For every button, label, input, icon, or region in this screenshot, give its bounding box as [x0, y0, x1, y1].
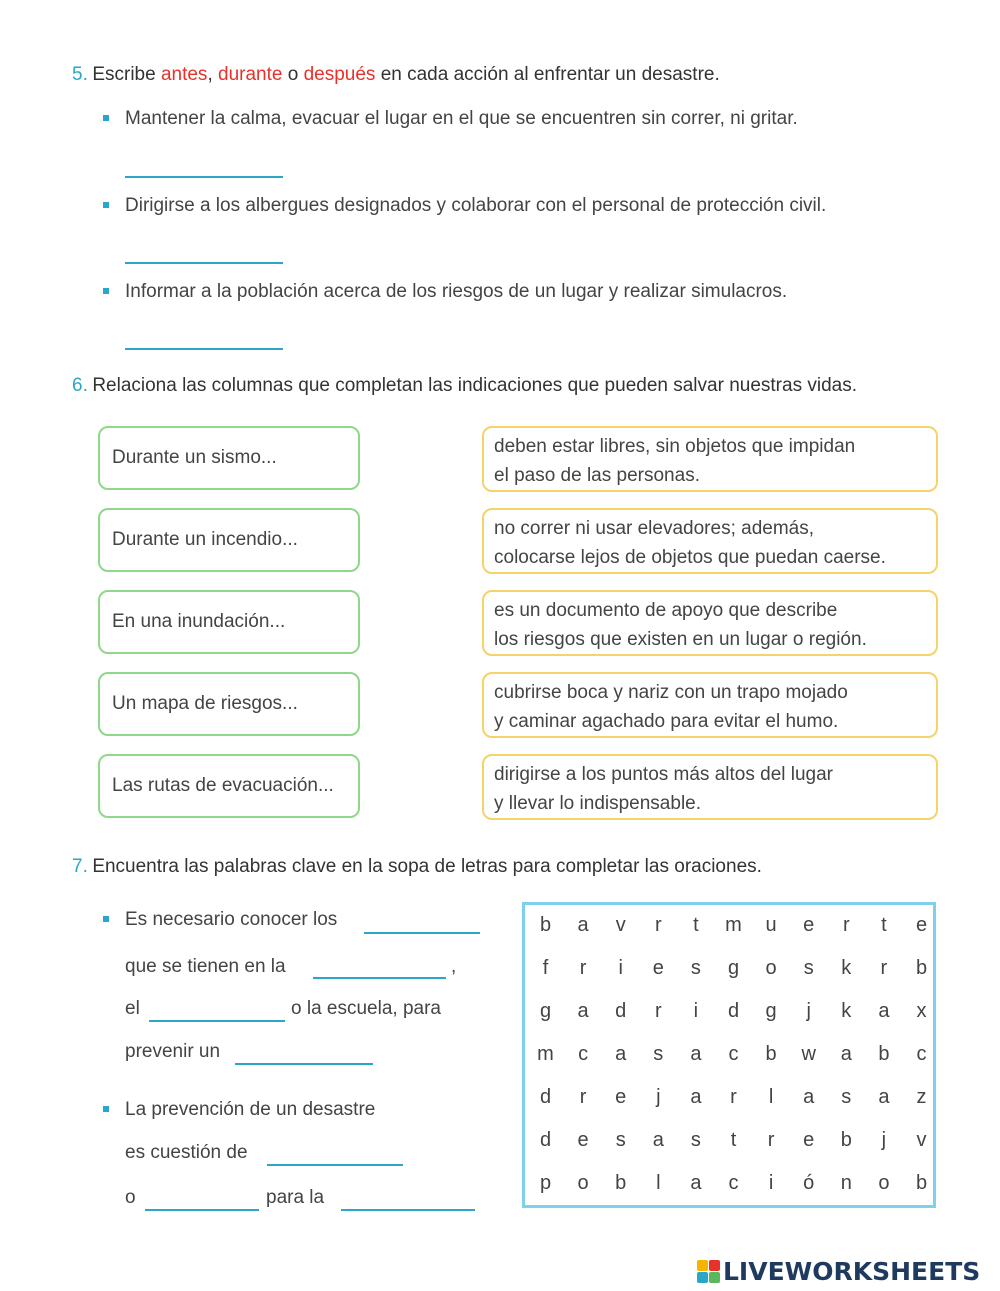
grid-cell[interactable]: a: [878, 1000, 890, 1022]
match-right-line: y llevar lo indispensable.: [494, 793, 702, 814]
grid-cell[interactable]: x: [916, 1000, 927, 1022]
grid-cell[interactable]: r: [654, 1000, 662, 1022]
grid-cell[interactable]: i: [693, 1000, 699, 1022]
grid-cell[interactable]: b: [915, 1172, 928, 1194]
question-5-heading: [72, 64, 720, 86]
match-left-1[interactable]: Durante un sismo...: [98, 426, 360, 490]
grid-cell[interactable]: s: [690, 1129, 701, 1151]
grid-cell[interactable]: r: [730, 1086, 737, 1108]
q5-item-2: Dirigirse a los albergues designados y colaborar con el personal de protección civil.: [125, 195, 827, 216]
match-right-line: deben estar libres, sin objetos que impidan: [494, 436, 856, 457]
match-right-4[interactable]: [482, 672, 938, 738]
grid-cell[interactable]: j: [806, 1000, 811, 1022]
q7-blank-6[interactable]: [145, 1209, 259, 1211]
match-right-line: y caminar agachado para evitar el humo.: [494, 711, 839, 732]
match-right-line: los riesgos que existen en un lugar o región.: [494, 629, 867, 650]
grid-cell[interactable]: e: [577, 1129, 589, 1151]
grid-cell[interactable]: b: [840, 1129, 852, 1151]
question-number: 5.: [72, 64, 88, 85]
grid-cell[interactable]: u: [765, 914, 777, 936]
match-left-3[interactable]: En una inundación...: [98, 590, 360, 654]
grid-cell[interactable]: a: [652, 1129, 664, 1151]
question-number: 7.: [72, 856, 88, 877]
q7-p2-line2: es cuestión de: [125, 1142, 248, 1163]
q5-item-1: Mantener la calma, evacuar el lugar en el que se encuentren sin correr, ni gritar.: [125, 108, 798, 129]
grid-cell[interactable]: g: [539, 1000, 552, 1022]
question-number: 6.: [72, 375, 88, 396]
grid-cell[interactable]: a: [803, 1086, 815, 1108]
grid-cell[interactable]: v: [615, 914, 626, 936]
q7-blank-7[interactable]: [341, 1209, 475, 1211]
grid-cell[interactable]: r: [767, 1129, 775, 1151]
grid-cell[interactable]: c: [916, 1043, 927, 1065]
question-text: Encuentra las palabras clave en la sopa de letras para completar las oraciones.: [92, 856, 762, 877]
match-right-line: colocarse lejos de objetos que puedan caerse.: [494, 547, 886, 568]
question-text: Relaciona las columnas que completan las indicaciones que pueden salvar nuestras vidas.: [92, 375, 857, 396]
grid-cell[interactable]: o: [878, 1172, 890, 1194]
grid-cell[interactable]: s: [653, 1043, 664, 1065]
grid-cell[interactable]: n: [840, 1172, 852, 1194]
keyword-despues: después: [303, 64, 376, 85]
q7-p2-line1: La prevención de un desastre: [125, 1099, 376, 1120]
bullet-icon: [103, 202, 109, 208]
grid-cell[interactable]: d: [539, 1129, 552, 1151]
match-right-line: cubrirse boca y nariz con un trapo mojado: [494, 682, 848, 703]
match-right-1[interactable]: [482, 426, 938, 492]
match-right-line: es un documento de apoyo que describe: [494, 600, 838, 621]
q5-item-3: Informar a la población acerca de los riesgos de un lugar y realizar simulacros.: [125, 281, 788, 302]
grid-cell[interactable]: g: [727, 957, 740, 979]
grid-cell[interactable]: i: [618, 957, 623, 979]
grid-cell[interactable]: b: [539, 914, 552, 936]
grid-cell[interactable]: s: [615, 1129, 626, 1151]
grid-cell[interactable]: d: [539, 1086, 552, 1108]
grid-cell[interactable]: a: [690, 1172, 702, 1194]
q5-answer-blank-3[interactable]: [125, 348, 283, 350]
q7-p2-line3-mid: para la: [266, 1187, 325, 1208]
grid-cell[interactable]: t: [881, 914, 887, 936]
grid-cell[interactable]: l: [656, 1172, 661, 1194]
grid-cell[interactable]: s: [841, 1086, 852, 1108]
q5-answer-blank-2[interactable]: [125, 262, 283, 264]
bullet-icon: [103, 115, 109, 121]
grid-cell[interactable]: m: [725, 914, 742, 936]
grid-cell[interactable]: b: [765, 1043, 777, 1065]
bullet-icon: [103, 1106, 109, 1112]
q7-blank-3[interactable]: [149, 1020, 285, 1022]
match-left-5[interactable]: Las rutas de evacuación...: [98, 754, 360, 818]
grid-cell[interactable]: k: [841, 1000, 852, 1022]
grid-cell[interactable]: a: [840, 1043, 852, 1065]
grid-cell[interactable]: c: [728, 1172, 739, 1194]
match-left-4[interactable]: Un mapa de riesgos...: [98, 672, 360, 736]
match-right-3[interactable]: [482, 590, 938, 656]
keyword-antes: antes: [160, 64, 208, 85]
grid-cell[interactable]: r: [880, 957, 888, 979]
q7-p1-line4: prevenir un: [125, 1041, 221, 1062]
q7-p1-comma: ,: [451, 956, 457, 977]
grid-cell[interactable]: o: [765, 957, 777, 979]
grid-cell[interactable]: b: [878, 1043, 890, 1065]
grid-cell[interactable]: e: [915, 914, 928, 936]
q7-p1-line3-end: o la escuela, para: [291, 998, 441, 1019]
keyword-durante: durante: [218, 64, 283, 85]
bullet-icon: [103, 916, 109, 922]
q7-blank-4[interactable]: [235, 1063, 373, 1065]
grid-cell[interactable]: a: [690, 1043, 702, 1065]
grid-cell[interactable]: e: [652, 957, 664, 979]
bullet-icon: [103, 288, 109, 294]
grid-cell[interactable]: a: [615, 1043, 627, 1065]
match-left-2[interactable]: Durante un incendio...: [98, 508, 360, 572]
q7-p1-line1: Es necesario conocer los: [125, 909, 338, 930]
grid-cell[interactable]: b: [615, 1172, 627, 1194]
grid-cell[interactable]: a: [577, 914, 589, 936]
question-6-heading: [72, 375, 857, 397]
grid-cell[interactable]: a: [878, 1086, 890, 1108]
grid-cell[interactable]: a: [690, 1086, 702, 1108]
grid-cell[interactable]: p: [539, 1172, 552, 1194]
q7-blank-5[interactable]: [267, 1164, 403, 1166]
q7-blank-2[interactable]: [313, 977, 446, 979]
question-text: Escribe antes, durante o después en cada acción al enfrentar un desastre.: [92, 64, 720, 85]
q7-blank-1[interactable]: [364, 932, 480, 934]
logo-text: LIVEWORKSHEETS: [723, 1257, 981, 1286]
question-7-heading: [72, 856, 762, 878]
match-right-line: el paso de las personas.: [494, 465, 700, 486]
liveworksheets-logo: [697, 1257, 980, 1286]
grid-cell[interactable]: w: [801, 1043, 816, 1065]
grid-cell[interactable]: d: [727, 1000, 740, 1022]
grid-cell[interactable]: b: [915, 957, 928, 979]
grid-cell[interactable]: a: [577, 1000, 589, 1022]
grid-cell[interactable]: o: [577, 1172, 589, 1194]
grid-cell[interactable]: s: [803, 957, 814, 979]
grid-cell[interactable]: r: [579, 1086, 587, 1108]
grid-cell[interactable]: c: [578, 1043, 589, 1065]
grid-cell[interactable]: e: [803, 914, 815, 936]
grid-cell[interactable]: r: [842, 914, 850, 936]
grid-cell[interactable]: s: [690, 957, 701, 979]
grid-cell[interactable]: g: [765, 1000, 777, 1022]
logo-icon: [697, 1260, 721, 1284]
grid-cell[interactable]: m: [537, 1043, 554, 1065]
grid-cell[interactable]: j: [656, 1086, 661, 1108]
grid-cell[interactable]: d: [615, 1000, 627, 1022]
grid-cell[interactable]: k: [841, 957, 852, 979]
grid-cell[interactable]: c: [728, 1043, 739, 1065]
grid-cell[interactable]: ó: [803, 1172, 815, 1194]
grid-cell[interactable]: r: [579, 957, 587, 979]
match-right-line: no correr ni usar elevadores; además,: [494, 518, 814, 539]
grid-cell[interactable]: e: [615, 1086, 627, 1108]
q5-answer-blank-1[interactable]: [125, 176, 283, 178]
match-right-2[interactable]: [482, 508, 938, 574]
grid-cell[interactable]: t: [693, 914, 699, 936]
grid-cell[interactable]: l: [768, 1086, 774, 1108]
q7-p1-line2: que se tienen en la: [125, 956, 286, 977]
word-search-grid[interactable]: [522, 902, 936, 1208]
q7-p2-line3-start: o: [125, 1187, 136, 1208]
grid-cell[interactable]: z: [916, 1086, 927, 1108]
grid-cell[interactable]: j: [881, 1129, 887, 1151]
grid-cell[interactable]: r: [654, 914, 662, 936]
grid-cell[interactable]: i: [768, 1172, 774, 1194]
match-right-line: dirigirse a los puntos más altos del lugar: [494, 764, 834, 785]
grid-cell[interactable]: f: [542, 957, 549, 979]
q7-p1-line3-start: el: [125, 998, 140, 1019]
match-right-5[interactable]: [482, 754, 938, 820]
grid-cell[interactable]: t: [730, 1129, 737, 1151]
grid-cell[interactable]: v: [916, 1129, 927, 1151]
grid-cell[interactable]: e: [803, 1129, 815, 1151]
